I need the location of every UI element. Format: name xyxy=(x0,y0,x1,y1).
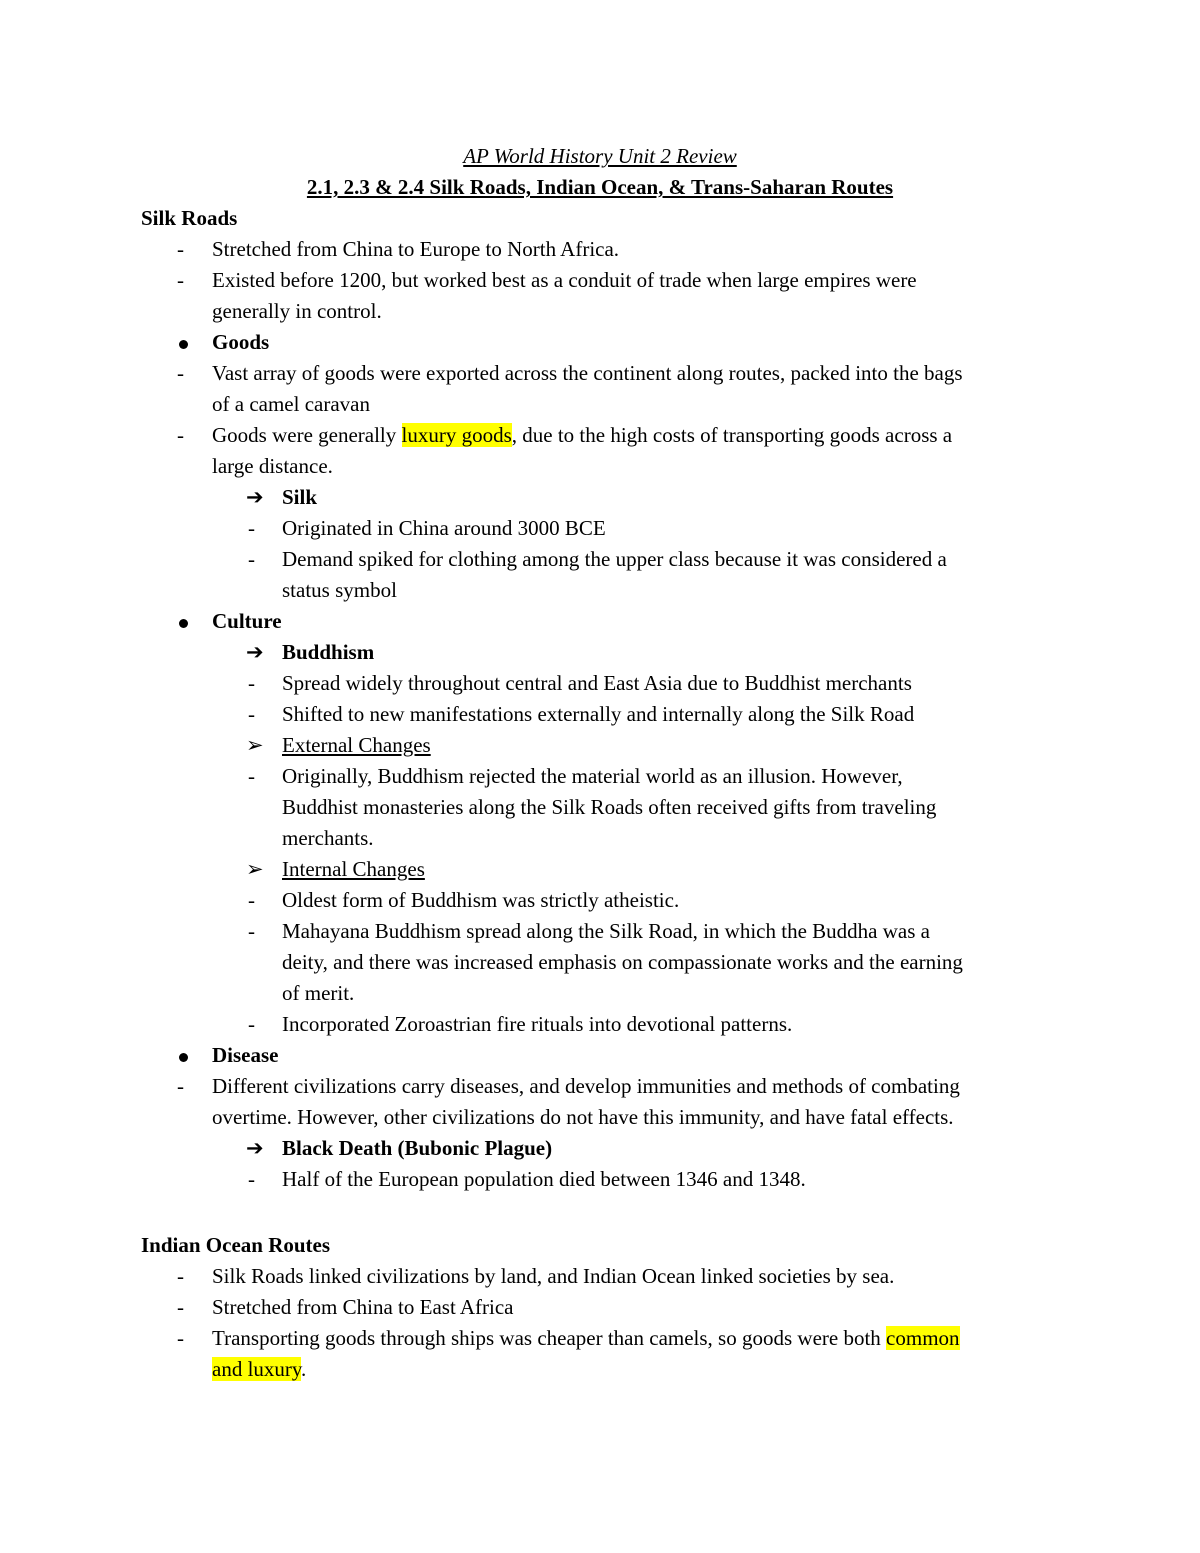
dash-marker: - xyxy=(177,1326,184,1350)
arrow-label: Buddhism xyxy=(282,640,375,664)
dash-marker: - xyxy=(248,1167,255,1191)
chevron-label: Internal Changes xyxy=(282,857,425,881)
list-item-text: Different civilizations carry diseases, and develop immunities and methods of combating xyxy=(212,1074,960,1098)
list-item-text: Stretched from China to East Africa xyxy=(212,1295,514,1319)
list-item-text: Stretched from China to Europe to North Africa. xyxy=(212,237,620,261)
list-item-text: Originally, Buddhism rejected the material world as an illusion. However, xyxy=(282,764,903,788)
arrow-label: Black Death (Bubonic Plague) xyxy=(282,1136,553,1160)
list-item-text: Buddhist monasteries along the Silk Roads often received gifts from traveling xyxy=(282,795,937,819)
chevron-icon: ➢ xyxy=(246,733,264,757)
dash-marker: - xyxy=(177,268,184,292)
section-heading-silk-roads: Silk Roads xyxy=(141,206,238,230)
list-item-text: of merit. xyxy=(282,981,355,1005)
list-item-text: generally in control. xyxy=(212,299,382,323)
list-item-text: status symbol xyxy=(282,578,397,602)
list-item-text: Mahayana Buddhism spread along the Silk Road, in which the Buddha was a xyxy=(282,919,930,943)
list-item-text: Existed before 1200, but worked best as a conduit of trade when large empires were xyxy=(212,268,917,292)
text-run: Transporting goods through ships was cheaper than camels, so goods were both xyxy=(212,1326,887,1350)
text-run: . xyxy=(301,1357,307,1381)
highlighted-text: luxury goods xyxy=(401,423,512,447)
list-item-text xyxy=(212,1323,960,1353)
bullet-icon xyxy=(179,340,188,349)
list-item-text: Spread widely throughout central and East Asia due to Buddhist merchants xyxy=(282,671,912,695)
dash-marker: - xyxy=(248,516,255,540)
chevron-icon: ➢ xyxy=(246,857,264,881)
list-item-text xyxy=(212,420,952,450)
list-item-text: Demand spiked for clothing among the upper class because it was considered a xyxy=(282,547,947,571)
bullet-label: Goods xyxy=(212,330,270,354)
dash-marker: - xyxy=(248,671,255,695)
dash-marker: - xyxy=(177,1295,184,1319)
bullet-icon xyxy=(179,619,188,628)
chevron-label: External Changes xyxy=(282,733,431,757)
bullet-label: Culture xyxy=(212,609,282,633)
highlighted-text: common xyxy=(886,1326,960,1350)
dash-marker: - xyxy=(248,919,255,943)
list-item-text: overtime. However, other civilizations do not have this immunity, and have fatal effects. xyxy=(212,1105,954,1129)
list-item-text: deity, and there was increased emphasis on compassionate works and the earning xyxy=(282,950,963,974)
page-subtitle: 2.1, 2.3 & 2.4 Silk Roads, Indian Ocean, & Trans-Saharan Routes xyxy=(306,175,894,199)
list-item-text xyxy=(212,1354,306,1384)
bullet-icon xyxy=(179,1053,188,1062)
arrow-icon: ➔ xyxy=(246,1136,264,1160)
bullet-label: Disease xyxy=(212,1043,279,1067)
section-heading-indian-ocean: Indian Ocean Routes xyxy=(141,1233,331,1257)
arrow-icon: ➔ xyxy=(246,640,264,664)
list-item-text: Oldest form of Buddhism was strictly atheistic. xyxy=(282,888,680,912)
dash-marker: - xyxy=(177,237,184,261)
arrow-label: Silk xyxy=(282,485,318,509)
list-item-text: Shifted to new manifestations externally and internally along the Silk Road xyxy=(282,702,915,726)
dash-marker: - xyxy=(177,1074,184,1098)
text-run: Goods were generally xyxy=(212,423,402,447)
dash-marker: - xyxy=(248,764,255,788)
dash-marker: - xyxy=(248,702,255,726)
dash-marker: - xyxy=(177,423,184,447)
list-item-text: Half of the European population died between 1346 and 1348. xyxy=(282,1167,806,1191)
text-run: , due to the high costs of transporting goods across a xyxy=(511,423,953,447)
page-title: AP World History Unit 2 Review xyxy=(463,144,737,168)
highlighted-text: and luxury xyxy=(212,1357,302,1381)
dash-marker: - xyxy=(248,1012,255,1036)
dash-marker: - xyxy=(177,1264,184,1288)
dash-marker: - xyxy=(177,361,184,385)
list-item-text: Incorporated Zoroastrian fire rituals into devotional patterns. xyxy=(282,1012,793,1036)
list-item-text: merchants. xyxy=(282,826,374,850)
dash-marker: - xyxy=(248,888,255,912)
list-item-text: Silk Roads linked civilizations by land, and Indian Ocean linked societies by sea. xyxy=(212,1264,895,1288)
arrow-icon: ➔ xyxy=(246,485,264,509)
list-item-text: Vast array of goods were exported across the continent along routes, packed into the bags xyxy=(212,361,963,385)
list-item-text: Originated in China around 3000 BCE xyxy=(282,516,606,540)
dash-marker: - xyxy=(248,547,255,571)
list-item-text: large distance. xyxy=(212,454,333,478)
list-item-text: of a camel caravan xyxy=(212,392,370,416)
